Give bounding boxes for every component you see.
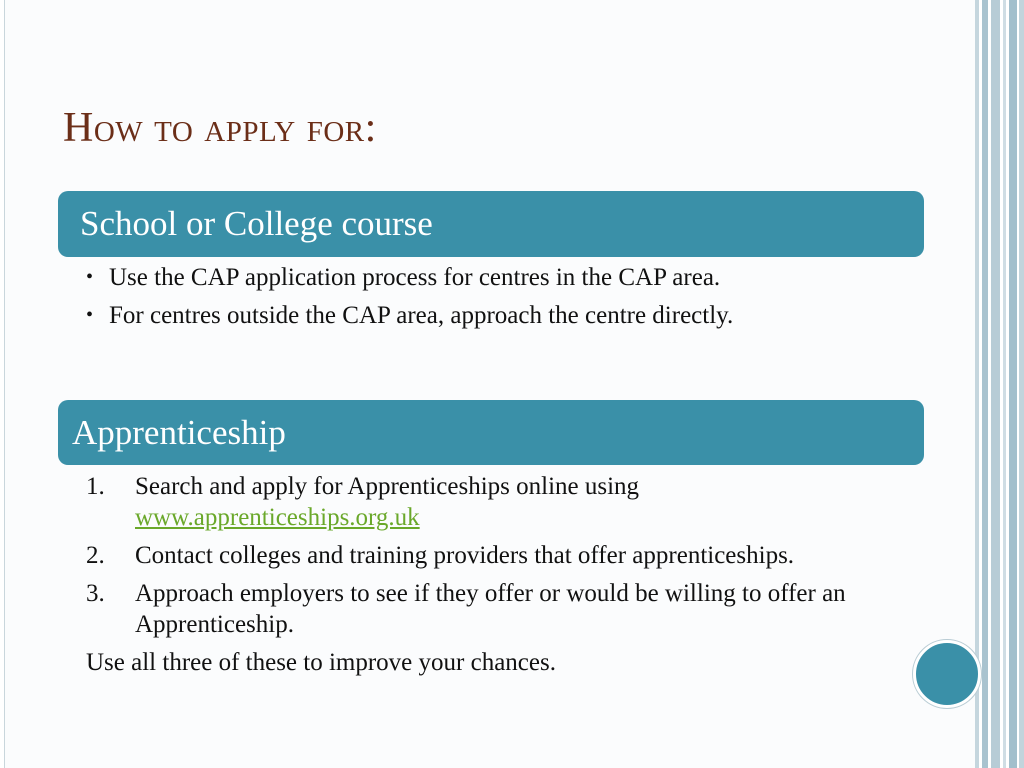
apprenticeship-heading: Apprenticeship: [72, 412, 286, 452]
decorative-circle: [913, 640, 981, 708]
step-number: 1.: [86, 473, 105, 500]
step-number: 2.: [86, 542, 105, 569]
school-college-banner: [58, 191, 924, 257]
school-bullet-list: [86, 262, 916, 338]
list-item: [86, 471, 916, 533]
bullet-text: For centres outside the CAP area, approach the centre directly.: [109, 302, 734, 329]
bullet-text: Use the CAP application process for centres in the CAP area.: [109, 264, 721, 291]
slide-title: How to apply for:: [63, 105, 377, 151]
school-college-heading: School or College course: [80, 204, 433, 243]
step-number: 3.: [86, 580, 105, 607]
step-text: Approach employers to see if they offer or would be willing to offer an Apprenticeship.: [135, 580, 846, 638]
apprenticeship-banner: [58, 400, 924, 465]
decorative-side-stripes: [975, 0, 1024, 768]
list-item: [86, 300, 916, 331]
step-text: Search and apply for Apprenticeships online using: [135, 473, 640, 500]
closing-text: Use all three of these to improve your chances.: [86, 649, 556, 676]
list-item: [86, 578, 916, 640]
step-text: Contact colleges and training providers that offer apprenticeships.: [135, 542, 795, 569]
apprenticeships-link[interactable]: www.apprenticeships.org.uk: [135, 504, 420, 531]
list-item: [86, 540, 916, 571]
bullet-icon: •: [86, 304, 94, 326]
bullet-icon: •: [86, 266, 94, 288]
list-item: [86, 262, 916, 293]
apprenticeship-steps: [86, 471, 916, 678]
